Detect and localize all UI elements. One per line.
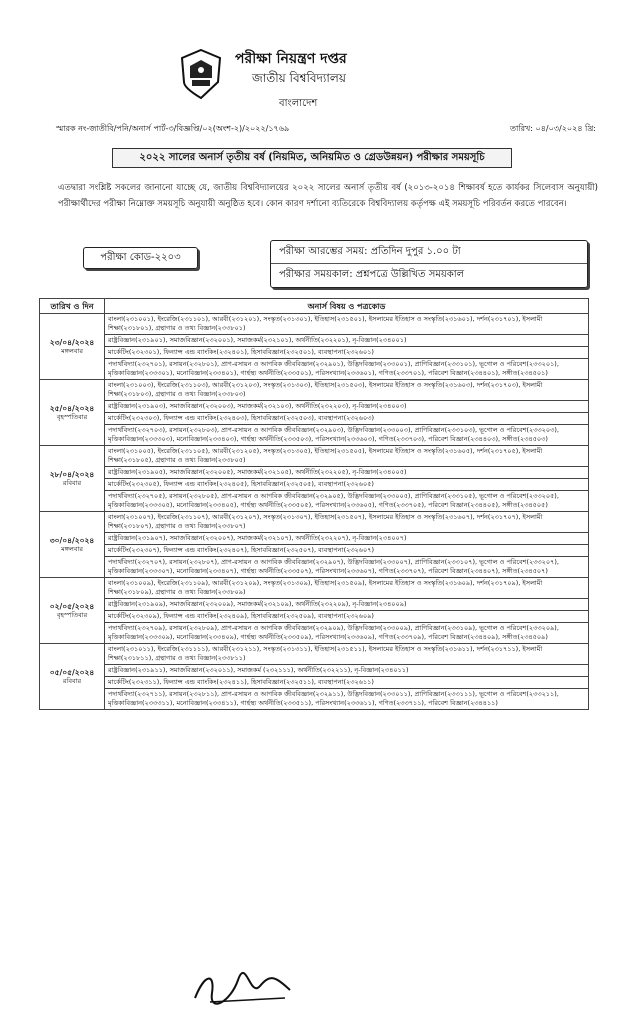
subject-line: বাংলা(২৩১০০৭), ইংরেজি(২৩১১০৭), আরবী(২৩১২০৭), সংস্কৃত(২৩১৩০৭), ইতিহাস(২৩১৫০৭), ইসলামের ইতিহাস ও সংস্কৃতি(২৩১৬০৭), দর্শন(২৩১৭০৭), ইসলামী শিক্ষা(২৩১৮০৭), গ্রন্থাগার ও তথ্য বিজ্ঞান(২৩৩৮০৭) (105, 512, 589, 533)
date-cell (40, 512, 105, 578)
subject-line: রাষ্ট্রবিজ্ঞান(২৩১৯০৯), সমাজবিজ্ঞান(২৩২০০৯), সমাজকর্ম(২৩২১০৯), অর্থনীতি(২৩২২০৯), নৃ-বিজ্ঞান(২৩৪০০৯) (105, 599, 589, 611)
signature-icon (190, 968, 300, 1008)
table-row (40, 578, 589, 599)
table-row (40, 644, 589, 665)
subject-line: রাষ্ট্রবিজ্ঞান(২৩১৯০৫), সমাজবিজ্ঞান(২৩২০০৫), সমাজকর্ম(২৩২১০৫), অর্থনীতি(২৩২২০৫), নৃ-বিজ্ঞান(২৩৪০০৫) (105, 467, 589, 479)
column-header-date: তারিখ ও দিন (40, 299, 105, 314)
notice-title: ২০২২ সালের অনার্স তৃতীয় বর্ষ (নিয়মিত, অনিয়মিত ও গ্রেডউন্নয়ন) পরীক্ষার সময়সূচি (112, 148, 512, 168)
table-row (40, 611, 589, 623)
exam-date: ২৩/০৪/২০২৪ (49, 337, 95, 347)
subject-line: রাষ্ট্রবিজ্ঞান(২৩১৯১১), সমাজবিজ্ঞান(২৩২০১১), সমাজকর্ম (২৩২১১১), অর্থনীতি(২৩২২১১), নৃ-বিজ্ঞান(২৩৪০১১) (105, 665, 589, 677)
table-row (40, 413, 589, 425)
table-row (40, 665, 589, 677)
date-cell (40, 578, 105, 644)
subject-line: রাষ্ট্রবিজ্ঞান(২৩১৯০৩), সমাজবিজ্ঞান(২৩২০০৩), সমাজকর্ম(২৩২১০৩), অর্থনীতি(২৩২২০৩), নৃ-বিজ্ঞান(২৩৪০০৩) (105, 401, 589, 413)
subject-line: বাংলা(২৩১০০৩), ইংরেজি(২৩১১০৩), আরবী(২৩১২০৩), সংস্কৃত(২৩১৩০৩), ইতিহাস(২৩১৫০৩), ইসলামের ইতিহাস ও সংস্কৃতি(২৩১৬০৩), দর্শন(২৩১৭০৩), ইসলামী শিক্ষা(২৩১৮০৩), গ্রন্থাগার ও তথ্য বিজ্ঞান(২৩৩৮০৩) (105, 380, 589, 401)
table-row (40, 545, 589, 557)
table-row (40, 512, 589, 533)
date-cell (40, 314, 105, 380)
exam-code-box: পরীক্ষা কোড-২২০৩ (83, 247, 198, 269)
table-row (40, 479, 589, 491)
subject-line: বাংলা(২৩১০০৯), ইংরেজি(২৩১১০৯), আরবী(২৩১২০৯), সংস্কৃত(২৩১৩০৯), ইতিহাস(২৩১৫০৯), ইসলামের ইতিহাস ও সংস্কৃতি(২৩১৬০৯), দর্শন(২৩১৭০৯), ইসলামী শিক্ষা(২৩১৮০৯), গ্রন্থাগার ও তথ্য বিজ্ঞান(২৩৩৮০৯) (105, 578, 589, 599)
table-row (40, 491, 589, 512)
subject-line: রাষ্ট্রবিজ্ঞান(২৩১৯০১), সমাজবিজ্ঞান(২৩২০০১), সমাজকর্ম(২৩২১০১), অর্থনীতি(২৩২২০১), নৃ-বিজ্ঞান(২৩৪০০১) (105, 335, 589, 347)
subject-line: মার্কেটিং(২৩২৩০৫), ফিন্যান্স এন্ড ব্যাংকিং(২৩২৪০৫), হিসাববিজ্ঞান(২৩২৫০৫), ব্যবস্থাপনা(২৩২৬০৫) (105, 479, 589, 491)
table-row (40, 335, 589, 347)
subject-line: বাংলা(২৩১০০১), ইংরেজি(২৩১১০১), আরবী(২৩১২০১), সংস্কৃত(২৩১৩০১), ইতিহাস(২৩১৫০১), ইসলামের ইতিহাস ও সংস্কৃতি(২৩১৬০১), দর্শন(২৩১৭০১), ইসলামী শিক্ষা(২৩১৮০১), গ্রন্থাগার ও তথ্য বিজ্ঞান(২৩৩৮০১) (105, 314, 589, 335)
exam-day: রবিবার (62, 676, 82, 685)
column-header-subjects: অনার্স বিষয় ও পত্রকোড (105, 299, 589, 314)
exam-duration: পরীক্ষার সময়কাল: প্রশ্নপত্রে উল্লিখিত সময়কাল (271, 263, 587, 286)
table-row (40, 380, 589, 401)
exam-day: মঙ্গলবার (61, 544, 83, 553)
subject-line: বাংলা(২৩১০১১), ইংরেজি(২৩১১১১), আরবী(২৩১২১১), সংস্কৃত(২৩১৩১১), ইতিহাস(২৩১৫১১), ইসলামের ইতিহাস ও সংস্কৃতি(২৩১৬১১), দর্শন(২৩১৭১১), ইসলামী শিক্ষা(২৩১৮১১), গ্রন্থাগার ও তথ্য বিজ্ঞান(২৩৩৮১১) (105, 644, 589, 665)
subject-line: পদার্থবিদ্যা(২৩২৭০৩), রসায়ন(২৩২৮০৩), প্রাণ-রসায়ন ও আণবিক জীববিজ্ঞান(২৩২৯০৩), উদ্ভিদবিজ্ঞান(২৩৩০০৩), প্রাণিবিজ্ঞান(২৩৩১০৩), ভূগোল ও পরিবেশ(২৩৩২০৩), মৃত্তিকাবিজ্ঞান(২৩৩৩০৩), মনোবিজ্ঞান(২৩৩৪০৩), গার্হস্থ্য অর্থনীতি(২৩৩৫০৩), পরিসংখ্যান(২৩৩৬০৩), গণিত(২৩৩৭০৩), পরিবেশ বিজ্ঞান(২৩৪৪০৩), সঙ্গীত(২৩৪৫০৩) (105, 425, 589, 446)
exam-date: ২৮/০৪/২০২৪ (49, 469, 95, 479)
date-cell (40, 380, 105, 446)
exam-schedule-table (39, 298, 589, 710)
table-row (40, 425, 589, 446)
table-row (40, 599, 589, 611)
subject-line: মার্কেটিং(২৩২৩০৯), ফিন্যান্স এন্ড ব্যাংকিং(২৩২৪০৯), হিসাববিজ্ঞান(২৩২৫০৯), ব্যবস্থাপনা(২৩২৬০৯) (105, 611, 589, 623)
subject-line: পদার্থবিদ্যা(২৩২৭১১), রসায়ন(২৩২৮১১), প্রাণ-রসায়ন ও আণবিক জীববিজ্ঞান(২৩২৯১১), উদ্ভিদবিজ্ঞান(২৩৩০১১), প্রাণিবিজ্ঞান(২৩৩১১১), ভূগোল ও পরিবেশ(২৩৩২১১), মৃত্তিকাবিজ্ঞান(২৩৩৩১১), মনোবিজ্ঞান(২৩৩৪১১), গার্হস্থ্য অর্থনীতি(২৩৩৫১১), পরিসংখ্যান(২৩৩৬১১), গণিত(২৩৩৭১১), পরিবেশ বিজ্ঞান(২৩৪৪১১) (105, 689, 589, 710)
letterhead (0, 40, 622, 110)
table-row (40, 359, 589, 380)
memo-date: তারিখ: ০৪/০৩/২০২৪ খ্রি: (510, 124, 596, 133)
exam-day: মঙ্গলবার (61, 346, 83, 355)
exam-date: ০৫/০৫/২০২৪ (49, 667, 95, 677)
subject-line: পদার্থবিদ্যা(২৩২৭০৭), রসায়ন(২৩২৮০৭), প্রাণ-রসায়ন ও আণবিক জীববিজ্ঞান(২৩২৯০৭), উদ্ভিদবিজ্ঞান(২৩৩০০৭), প্রাণিবিজ্ঞান(২৩৩১০৭), ভূগোল ও পরিবেশ(২৩৩২০৭), মৃত্তিকাবিজ্ঞান(২৩৩৩০৭), মনোবিজ্ঞান(২৩৩৪০৭), গার্হস্থ্য অর্থনীতি(২৩৩৫০৭), পরিসংখ্যান(২৩৩৬০৭), গণিত(২৩৩৭০৭), পরিবেশ বিজ্ঞান(২৩৪৪০৭), সঙ্গীত(২৩৪৫০৭) (105, 557, 589, 578)
exam-date: ২৫/০৪/২০২৪ (49, 403, 95, 413)
country-name: বাংলাদেশ (279, 98, 318, 109)
exam-start-time: পরীক্ষা আরম্ভের সময়: প্রতিদিন দুপুর ১.০০ টা (279, 246, 461, 257)
table-row (40, 401, 589, 413)
exam-day: রবিবার (62, 478, 82, 487)
intro-paragraph: এতদ্বারা সংশ্লিষ্ট সকলের জানানো যাচ্ছে যে, জাতীয় বিশ্ববিদ্যালয়ের ২০২২ সালের অনার্স তৃতীয় বর্ষ (২০১৩-২০১৪ শিক্ষাবর্ষ হতে কার্যকর সিলেবাস অনুযায়ী) পরীক্ষার্থীদের পরীক্ষা নিম্নোক্ত সময়সূচি অনুযায়ী অনুষ্ঠিত হবে। কোন কারণ দর্শানো ব্যতিরেকে বিশ্ববিদ্যালয় কর্তৃপক্ষ এই সময়সূচি পরিবর্তন করতে পারবেন। (58, 183, 598, 209)
exam-time-box (270, 240, 588, 288)
exam-date: ৩০/০৪/২০২৪ (49, 535, 95, 545)
table-row (40, 446, 589, 467)
subject-line: পদার্থবিদ্যা(২৩২৭০৫), রসায়ন(২৩২৮০৫), প্রাণ-রসায়ন ও আণবিক জীববিজ্ঞান(২৩২৯০৫), উদ্ভিদবিজ্ঞান(২৩৩০০৫), প্রাণিবিজ্ঞান(২৩৩১০৫), ভূগোল ও পরিবেশ(২৩৩২০৫), মৃত্তিকাবিজ্ঞান(২৩৩৩০৫), মনোবিজ্ঞান(২৩৩৪০৫), গার্হস্থ্য অর্থনীতি(২৩৩৫০৫), পরিসংখ্যান(২৩৩৬০৫), গণিত(২৩৩৭০৫), পরিবেশ বিজ্ঞান(২৩৪৪০৫), সঙ্গীত(২৩৪৫০৫) (105, 491, 589, 512)
subject-line: মার্কেটিং(২৩২৩০১), ফিন্যান্স এন্ড ব্যাংকিং(২৩২৪০১), হিসাববিজ্ঞান(২৩২৫০১), ব্যবস্থাপনা(২৩২৬০১) (105, 347, 589, 359)
table-row (40, 557, 589, 578)
university-logo-icon (178, 48, 224, 100)
table-row (40, 533, 589, 545)
subject-line: মার্কেটিং(২৩২৩০৭), ফিন্যান্স এন্ড ব্যাংকিং(২৩২৪০৭), হিসাববিজ্ঞান(২৩২৫০৭), ব্যবস্থাপনা(২৩২৬০৭) (105, 545, 589, 557)
exam-day: বৃহস্পতিবার (56, 610, 88, 619)
table-row (40, 347, 589, 359)
subject-line: মার্কেটিং(২৩২৩১১), ফিন্যান্স এন্ড ব্যাংকিং(২৩২৪১১), হিসাববিজ্ঞান(২৩২৫১১), ব্যবস্থাপনা(২৩২৬১১) (105, 677, 589, 689)
subject-line: মার্কেটিং(২৩২৩০৩), ফিন্যান্স এন্ড ব্যাংকিং(২৩২৪০৩), হিসাববিজ্ঞান(২৩২৫০৩), ব্যবস্থাপনা(২৩২৬০৩) (105, 413, 589, 425)
memo-ref: স্মারক নং-জাতীবি/পনি/অনার্স পার্ট-৩/বিজ্ঞপ্তি/০২(অংশ-২)/২০২২/১৭৬৯ (56, 124, 290, 133)
table-row (40, 677, 589, 689)
date-cell (40, 644, 105, 710)
university-name: জাতীয় বিশ্ববিদ্যালয় (252, 71, 346, 85)
subject-line: বাংলা(২৩১০০৫), ইংরেজি(২৩১১০৫), আরবী(২৩১২০৫), সংস্কৃত(২৩১৩০৫), ইতিহাস(২৩১৫০৫), ইসলামের ইতিহাস ও সংস্কৃতি(২৩১৬০৫), দর্শন(২৩১৭০৫), ইসলামী শিক্ষা(২৩১৮০৫), গ্রন্থাগার ও তথ্য বিজ্ঞান(২৩৩৮০৫) (105, 446, 589, 467)
table-row (40, 689, 589, 710)
subject-line: পদার্থবিদ্যা(২৩২৭০১), রসায়ন(২৩২৮০১), প্রাণ-রসায়ন ও আণবিক জীববিজ্ঞান(২৩২৯০১), উদ্ভিদবিজ্ঞান(২৩৩০০১), প্রাণিবিজ্ঞান(২৩৩১০১), ভূগোল ও পরিবেশ(২৩৩২০১), মৃত্তিকাবিজ্ঞান(২৩৩৩০১), মনোবিজ্ঞান(২৩৩৪০১), গার্হস্থ্য অর্থনীতি(২৩৩৫০১), পরিসংখ্যান(২৩৩৬০১), গণিত(২৩৩৭০১), পরিবেশ বিজ্ঞান(২৩৪৪০১), সঙ্গীত(২৩৪৫০১) (105, 359, 589, 380)
memo-line (56, 123, 596, 136)
date-cell (40, 446, 105, 512)
table-row (40, 467, 589, 479)
exam-date: ০২/০৫/২০২৪ (49, 601, 95, 611)
subject-line: রাষ্ট্রবিজ্ঞান(২৩১৯০৭), সমাজবিজ্ঞান(২৩২০০৭), সমাজকর্ম(২৩২১০৭), অর্থনীতি(২৩২২০৭), নৃ-বিজ্ঞান(২৩৪০০৭) (105, 533, 589, 545)
table-header-row (40, 299, 589, 314)
table-body (40, 314, 589, 710)
table-row (40, 623, 589, 644)
table-row (40, 314, 589, 335)
exam-day: বৃহস্পতিবার (56, 412, 88, 421)
org-name: পরীক্ষা নিয়ন্ত্রণ দপ্তর (235, 51, 347, 67)
subject-line: পদার্থবিদ্যা(২৩২৭০৯), রসায়ন(২৩২৮০৯), প্রাণ-রসায়ন ও আণবিক জীববিজ্ঞান(২৩২৯০৯), উদ্ভিদবিজ্ঞান(২৩৩০০৯), প্রাণিবিজ্ঞান(২৩৩১০৯), ভূগোল ও পরিবেশ(২৩৩২০৯), মৃত্তিকাবিজ্ঞান(২৩৩৩০৯), মনোবিজ্ঞান(২৩৩৪০৯), গার্হস্থ্য অর্থনীতি(২৩৩৫০৯), পরিসংখ্যান(২৩৩৬০৯), গণিত(২৩৩৭০৯), পরিবেশ বিজ্ঞান(২৩৪৪০৯), সঙ্গীত(২৩৪৫০৯) (105, 623, 589, 644)
